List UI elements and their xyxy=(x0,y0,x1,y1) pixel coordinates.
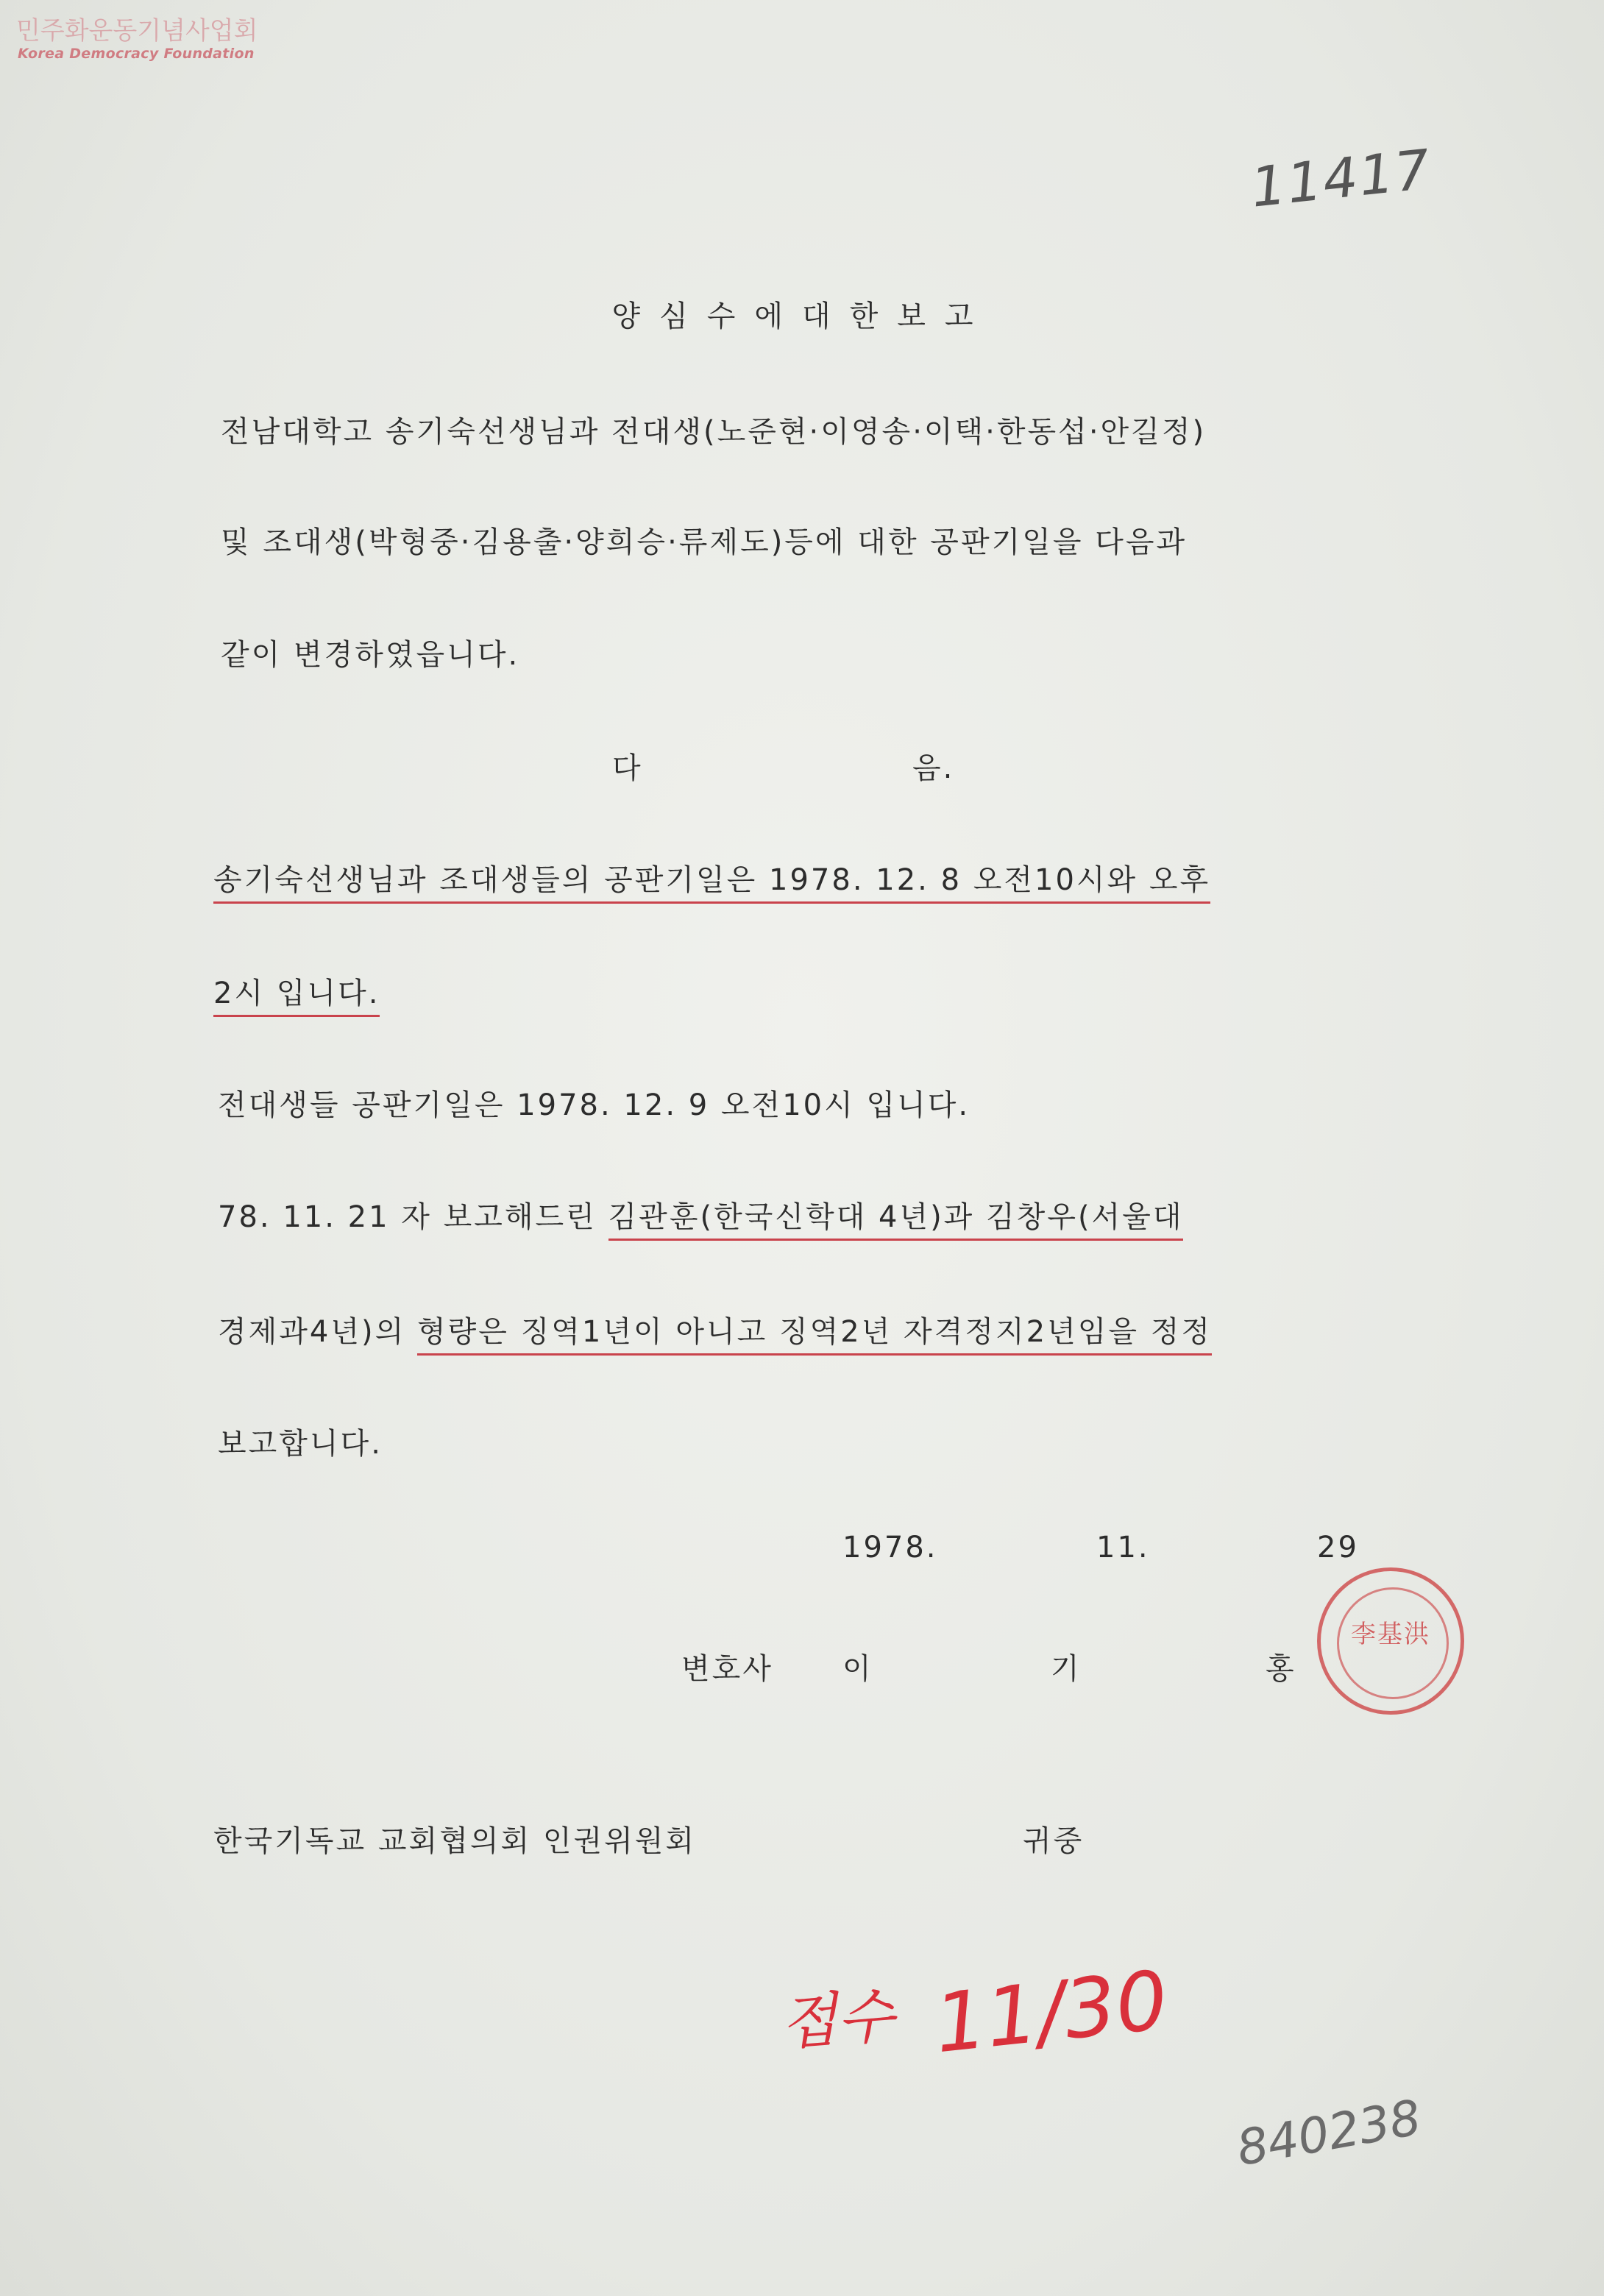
item3-line1-underlined: 김관훈(한국신학대 4년)과 김창우(서울대 xyxy=(608,1200,1184,1241)
heading-right: 음. xyxy=(912,751,955,785)
date-month: 11. xyxy=(1096,1531,1150,1565)
item1-line2 xyxy=(213,970,380,1012)
document-title: 양심수에대한보고 xyxy=(611,300,993,333)
signer-role: 변호사 xyxy=(681,1652,773,1686)
handwritten-file-number: 840238 xyxy=(1232,2088,1425,2178)
item1-line1 xyxy=(213,857,1210,899)
item3-line3: 보고합니다. xyxy=(218,1427,383,1461)
signer-name-3: 홍 xyxy=(1266,1652,1296,1686)
signer-name-1: 이 xyxy=(842,1652,873,1686)
item1-line2-text: 2시 입니다. xyxy=(213,977,380,1017)
date-year: 1978. xyxy=(842,1531,938,1565)
heading-left: 다 xyxy=(612,751,643,785)
red-seal-stamp xyxy=(1317,1567,1464,1715)
item3-line2-prefix: 경제과4년)의 xyxy=(218,1315,417,1349)
item1-line1-text: 송기숙선생님과 조대생들의 공판기일은 1978. 12. 8 오전10시와 오후 xyxy=(213,863,1210,904)
item2-line: 전대생들 공판기일은 1978. 12. 9 오전10시 입니다. xyxy=(218,1088,970,1122)
watermark-english: Korea Democracy Foundation xyxy=(18,46,255,62)
watermark-korean: 민주화운동기념사업회 xyxy=(16,16,258,46)
paragraph1-line1: 전남대학고 송기숙선생님과 전대생(노준현·이영송·이택·한동섭·안길정) xyxy=(221,415,1207,449)
recipient: 한국기독교 교회협의회 인권위원회 xyxy=(213,1824,697,1858)
item3-line1-prefix: 78. 11. 21 자 보고해드린 xyxy=(218,1200,608,1234)
item3-line2-underlined: 형량은 징역1년이 아니고 징역2년 자격정지2년임을 정정 xyxy=(417,1315,1212,1356)
signer-name-2: 기 xyxy=(1051,1652,1082,1686)
paragraph1-line3: 같이 변경하였읍니다. xyxy=(221,638,520,672)
date-day: 29 xyxy=(1317,1531,1359,1565)
seal-text: 李基洪 xyxy=(1351,1620,1430,1649)
handwritten-received-date: 11/30 xyxy=(930,1952,1172,2072)
item3-line1 xyxy=(218,1194,1183,1236)
honorific: 귀중 xyxy=(1023,1824,1085,1858)
item3-line2 xyxy=(218,1308,1212,1350)
handwritten-received-label: 접수 xyxy=(778,1981,897,2058)
paragraph1-line2: 및 조대생(박형중·김용출·양희승·류제도)등에 대한 공판기일을 다음과 xyxy=(221,525,1188,559)
handwritten-reference-number: 11417 xyxy=(1248,138,1435,220)
